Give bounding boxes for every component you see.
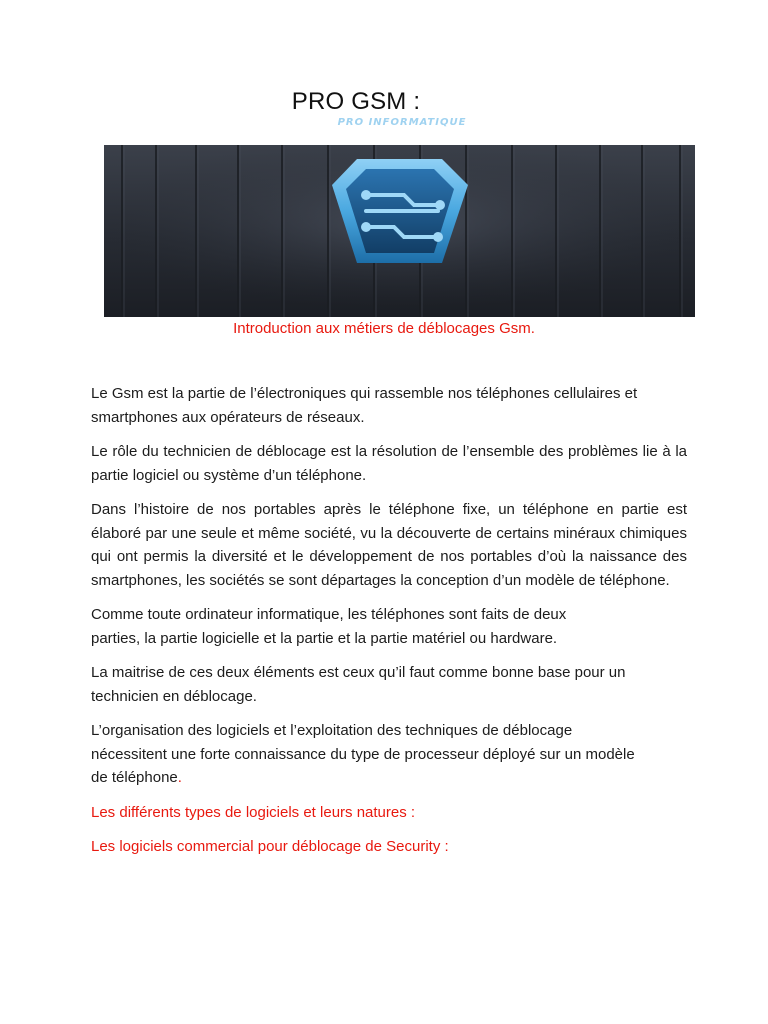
paragraph-technician-role: Le rôle du technicien de déblocage est la résolution de l’ensemble des problèmes lie à la partie logiciel ou système d’un téléphone. [91, 443, 687, 484]
document-body [91, 382, 687, 870]
paragraph-mastery: La maitrise de ces deux éléments est ceux qu’il faut comme bonne base pour un technicien en déblocage. [91, 664, 626, 705]
paragraph-gsm-intro: Le Gsm est la partie de l’électroniques qui rassemble nos téléphones cellulaires et smartphones aux opérateurs de réseaux. [91, 385, 638, 426]
banner-logo-text: PRO INFORMATIQUE [337, 117, 467, 128]
banner-image [104, 145, 695, 317]
paragraph-organisation-text: L’organisation des logiciels et l’exploitation des techniques de déblocage nécessitent une forte connaissance du type de processeur déployé sur un modèle de téléphone [91, 722, 635, 786]
page-title: PRO GSM : [291, 88, 421, 115]
document-subtitle: Introduction aux métiers de déblocages Gsm. [233, 320, 535, 337]
paragraph-organisation [91, 719, 687, 790]
paragraph-history: Dans l’histoire de nos portables après le téléphone fixe, un téléphone en partie est élaboré par une seule et même société, vu la découverte de certains minéraux chimiques qui ont permis la diversité et le développement de nos portables d’où la naissance des smartphones, les sociétés se sont départages la conception d’un modèle de téléphone. [91, 501, 687, 589]
paragraph-two-parts: Comme toute ordinateur informatique, les téléphones sont faits de deux parties, la partie logicielle et la partie et la partie matériel ou hardware. [91, 606, 567, 647]
heading-software-types: Les différents types de logiciels et leurs natures : [91, 803, 416, 821]
paragraph-organisation-period: . [177, 769, 182, 786]
heading-commercial-software: Les logiciels commercial pour déblocage de Security : [91, 838, 449, 855]
banner-graphic [104, 145, 695, 317]
